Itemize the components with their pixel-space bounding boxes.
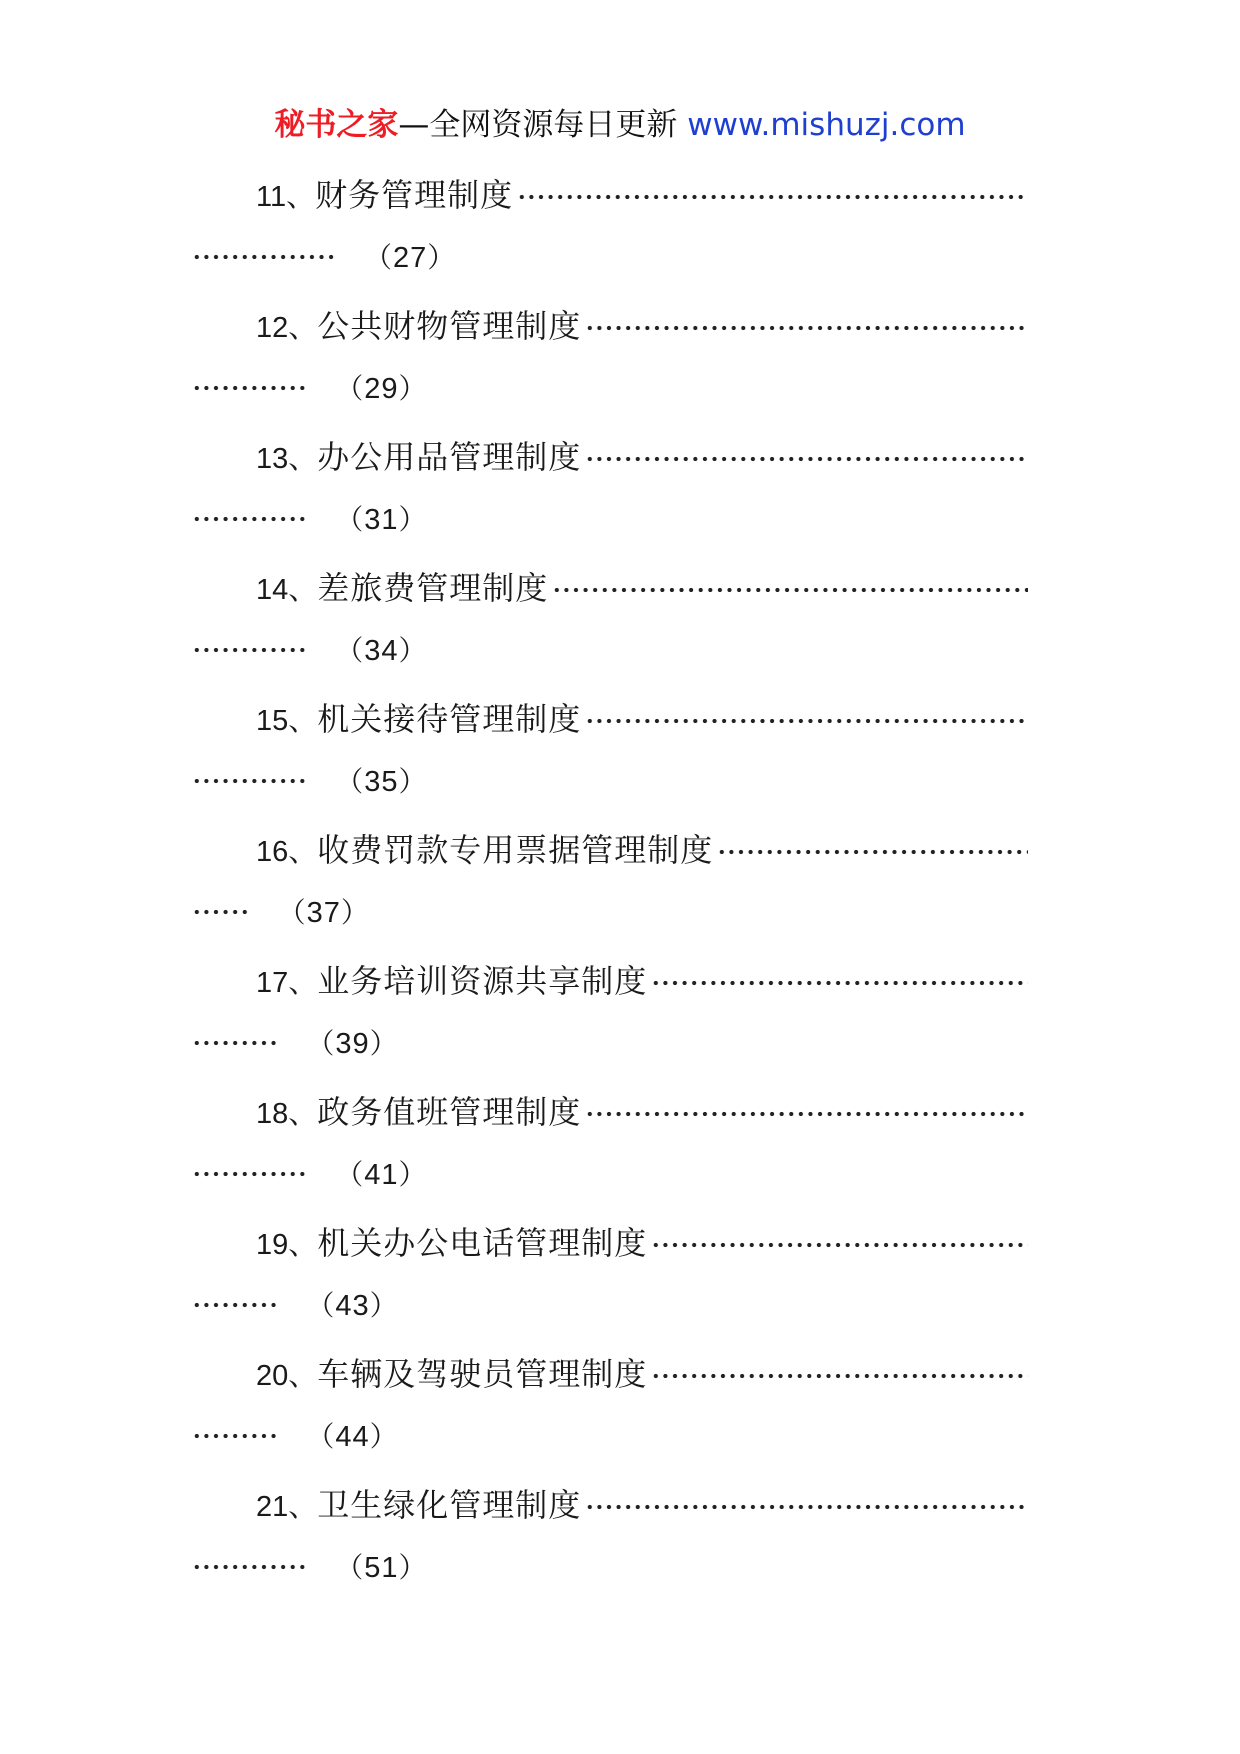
open-paren: （ [306, 1027, 336, 1060]
toc-entry[interactable] [0, 1470, 1240, 1601]
toc-entry-heading [256, 432, 1028, 478]
open-paren: （ [277, 896, 307, 929]
open-paren: （ [306, 1289, 336, 1322]
toc-entry-title: 财务管理制度 [315, 176, 514, 214]
toc-entry-heading [256, 1087, 1028, 1133]
brand-name: 秘书之家 [274, 107, 399, 143]
toc-entry-heading [256, 1480, 1028, 1526]
toc-entry[interactable] [0, 1339, 1240, 1470]
open-paren: （ [335, 503, 365, 536]
toc-leader-dots [585, 325, 1028, 331]
page-number-value: 29 [364, 373, 399, 405]
toc-entry[interactable] [0, 946, 1240, 1077]
toc-entry-continuation [192, 888, 370, 934]
toc-leader-dots [585, 1111, 1028, 1117]
toc-entry-heading [256, 301, 1028, 347]
close-paren: ） [398, 634, 428, 667]
toc-entry-continuation [192, 1543, 427, 1589]
toc-leader-dots [651, 1373, 1028, 1379]
toc-leader-dots-continued [192, 1302, 278, 1308]
toc-entry[interactable] [0, 160, 1240, 291]
toc-leader-dots [585, 456, 1028, 462]
toc-entry-number: 12、 [256, 312, 318, 344]
toc-entry-heading [256, 1218, 1028, 1264]
toc-entry-continuation [192, 495, 427, 541]
page-number-value: 34 [364, 635, 399, 667]
toc-entry-title: 机关办公电话管理制度 [317, 1224, 648, 1262]
open-paren: （ [364, 241, 394, 274]
toc-entry-title: 车辆及驾驶员管理制度 [317, 1355, 648, 1393]
toc-page-number [306, 1415, 398, 1455]
toc-entry[interactable] [0, 684, 1240, 815]
toc-entry-number: 14、 [256, 574, 318, 606]
toc-entry-number: 15、 [256, 705, 318, 737]
toc-entry-number: 17、 [256, 967, 318, 999]
toc-leader-dots-continued [192, 516, 307, 522]
page-number-value: 35 [364, 766, 399, 798]
page-number-value: 27 [393, 242, 428, 274]
page-number-value: 31 [364, 504, 399, 536]
toc-leader-dots-continued [192, 909, 250, 915]
toc-entry-heading [256, 170, 1028, 216]
toc-entry-heading [256, 825, 1028, 871]
toc-entry-title: 办公用品管理制度 [317, 438, 582, 476]
toc-leader-dots-continued [192, 1433, 278, 1439]
page-number-value: 39 [335, 1028, 370, 1060]
toc-entry[interactable] [0, 422, 1240, 553]
toc-entry-number: 18、 [256, 1098, 318, 1130]
toc-entry-number: 20、 [256, 1360, 318, 1392]
toc-leader-dots [585, 718, 1028, 724]
toc-page-number [335, 629, 427, 669]
close-paren: ） [427, 241, 457, 274]
close-paren: ） [340, 896, 370, 929]
toc-leader-dots-continued [192, 647, 307, 653]
page-number-value: 51 [364, 1552, 399, 1584]
toc-leader-dots [517, 194, 1028, 200]
close-paren: ） [398, 765, 428, 798]
toc-page-number [335, 498, 427, 538]
toc-entry-title: 业务培训资源共享制度 [317, 962, 648, 1000]
toc-leader-dots [651, 980, 1028, 986]
toc-entry-continuation [192, 757, 427, 803]
toc-entry-continuation [192, 1281, 399, 1327]
close-paren: ） [398, 503, 428, 536]
toc-entry-title: 公共财物管理制度 [317, 307, 582, 345]
page-number-value: 41 [364, 1159, 399, 1191]
toc-entry-continuation [192, 233, 456, 279]
toc-entry-number: 11、 [256, 181, 316, 213]
toc-leader-dots-continued [192, 1040, 278, 1046]
toc-entry[interactable] [0, 553, 1240, 684]
open-paren: （ [335, 765, 365, 798]
open-paren: （ [335, 1551, 365, 1584]
toc-page-number [335, 367, 427, 407]
toc-entry-number: 16、 [256, 836, 318, 868]
toc-leader-dots-continued [192, 778, 307, 784]
toc-entry-title: 卫生绿化管理制度 [317, 1486, 582, 1524]
toc-page-number [306, 1284, 398, 1324]
site-url-link[interactable]: www.mishuzj.com [687, 107, 966, 143]
toc-leader-dots [717, 849, 1028, 855]
toc-entry[interactable] [0, 815, 1240, 946]
toc-leader-dots-continued [192, 254, 336, 260]
toc-entry-continuation [192, 1412, 399, 1458]
close-paren: ） [369, 1420, 399, 1453]
page-number-value: 44 [335, 1421, 370, 1453]
toc-leader-dots [552, 587, 1028, 593]
toc-leader-dots [585, 1504, 1028, 1510]
toc-entry[interactable] [0, 291, 1240, 422]
close-paren: ） [398, 372, 428, 405]
toc-entry-number: 19、 [256, 1229, 318, 1261]
page-number-value: 37 [306, 897, 341, 929]
open-paren: （ [306, 1420, 336, 1453]
toc-entry[interactable] [0, 1077, 1240, 1208]
toc-entry-title: 差旅费管理制度 [317, 569, 549, 607]
header-tagline: —全网资源每日更新 [398, 107, 678, 143]
toc-entry-title: 机关接待管理制度 [317, 700, 582, 738]
table-of-contents [0, 160, 1240, 1601]
toc-entry-continuation [192, 626, 427, 672]
toc-leader-dots-continued [192, 385, 307, 391]
toc-entry-heading [256, 956, 1028, 1002]
toc-page-number [364, 236, 456, 276]
open-paren: （ [335, 1158, 365, 1191]
toc-entry-heading [256, 1349, 1028, 1395]
toc-entry-continuation [192, 1019, 399, 1065]
toc-entry-number: 21、 [256, 1491, 318, 1523]
close-paren: ） [369, 1289, 399, 1322]
toc-entry[interactable] [0, 1208, 1240, 1339]
close-paren: ） [369, 1027, 399, 1060]
toc-leader-dots-continued [192, 1171, 307, 1177]
toc-entry-number: 13、 [256, 443, 318, 475]
toc-entry-title: 收费罚款专用票据管理制度 [317, 831, 714, 869]
page-header [0, 100, 1240, 150]
toc-entry-heading [256, 563, 1028, 609]
toc-entry-heading [256, 694, 1028, 740]
toc-page-number [278, 891, 370, 931]
toc-leader-dots [651, 1242, 1028, 1248]
toc-entry-continuation [192, 1150, 427, 1196]
open-paren: （ [335, 634, 365, 667]
toc-entry-title: 政务值班管理制度 [317, 1093, 582, 1131]
toc-page-number [335, 760, 427, 800]
close-paren: ） [398, 1551, 428, 1584]
close-paren: ） [398, 1158, 428, 1191]
toc-leader-dots-continued [192, 1564, 307, 1570]
page-number-value: 43 [335, 1290, 370, 1322]
toc-page-number [306, 1022, 398, 1062]
open-paren: （ [335, 372, 365, 405]
toc-page-number [335, 1153, 427, 1193]
toc-entry-continuation [192, 364, 427, 410]
toc-page-number [335, 1546, 427, 1586]
